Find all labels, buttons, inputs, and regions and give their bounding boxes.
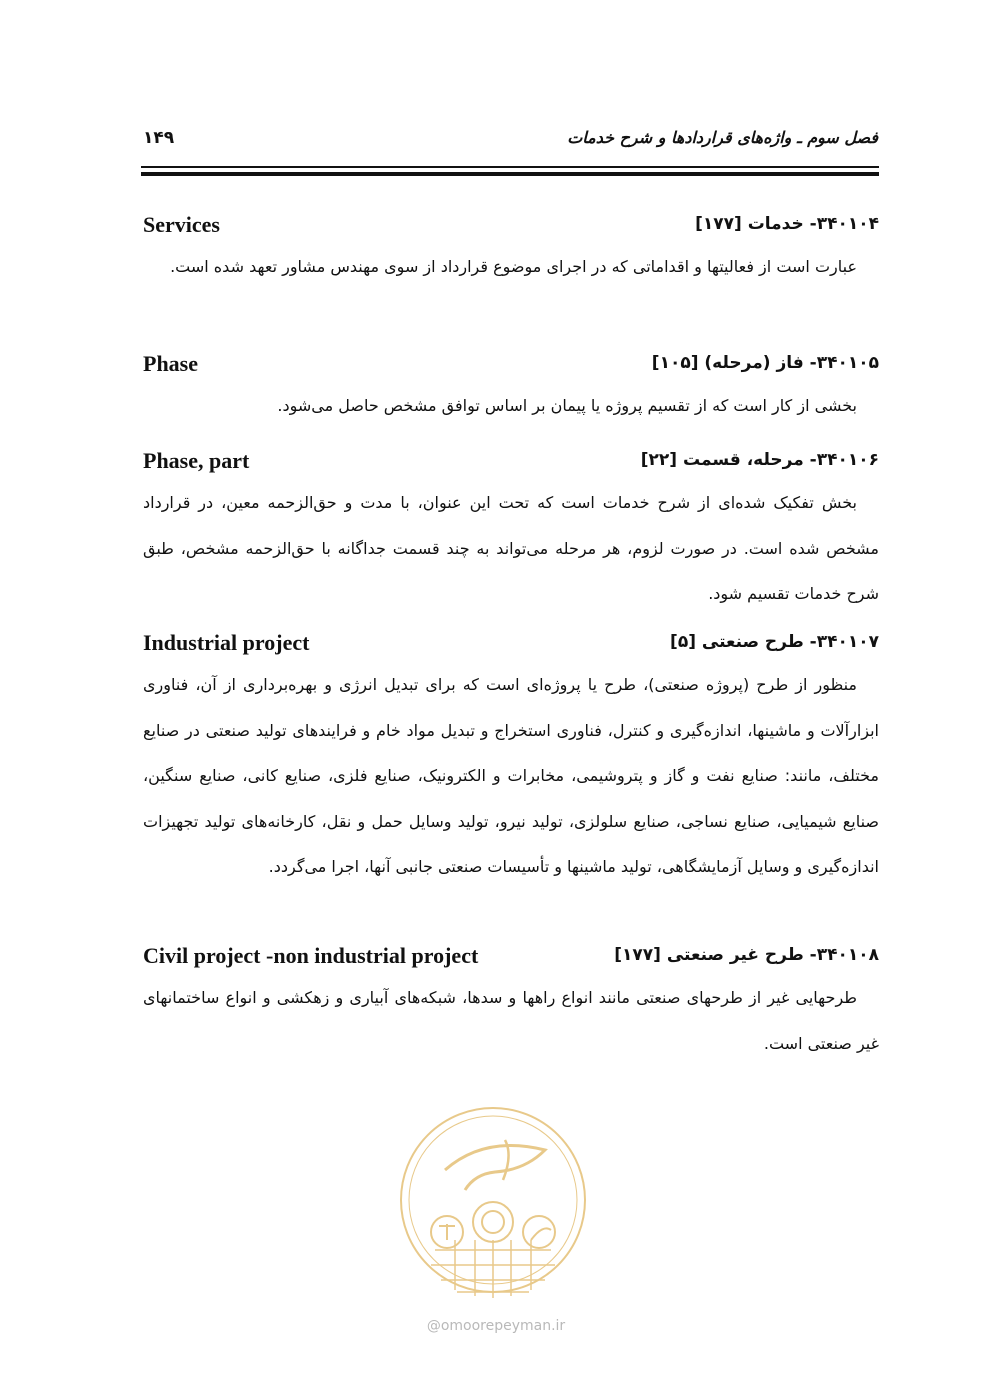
glossary-entry-services	[143, 214, 879, 290]
term-english: Phase	[143, 351, 198, 376]
entry-heading	[143, 353, 879, 383]
entry-heading	[143, 214, 879, 244]
term-english: Services	[143, 212, 220, 237]
glossary-entry-civil-project	[143, 945, 879, 1066]
entry-definition: بخشی از کار است که از تقسیم پروژه یا پیمان بر اساس توافق مشخص حاصل می‌شود.	[277, 396, 857, 415]
entry-definition: طرحهایی غیر از طرحهای صنعتی مانند انواع راهها و سدها، شبکه‌های آبیاری و زهکشی و انواع ساختمانهای غیر صنعتی است.	[143, 988, 879, 1053]
glossary-entry-phase	[143, 353, 879, 429]
watermark-logo	[395, 1100, 591, 1325]
term-english: Industrial project	[143, 630, 310, 655]
page-number: ۱۴۹	[143, 128, 175, 148]
glossary-entry-industrial-project	[143, 632, 879, 890]
entry-definition: بخش تفکیک شده‌ای از شرح خدمات است که تحت این عنوان، با مدت و حق‌الزحمه معین، در قرارداد مشخص شده است. در صورت لزوم، هر مرحله می‌تواند به چند قسمت جداگانه با حق‌الزحمه مشخص، طبق شرح خدمات تقسیم شود.	[143, 493, 879, 604]
entry-heading	[143, 632, 879, 662]
page-header	[143, 128, 878, 158]
entry-definition: منظور از طرح (پروژه صنعتی)، طرح یا پروژه‌ای است که برای تبدیل انرژی و بهره‌برداری از آن، فناوری ابزارآلات و ماشینها، اندازه‌گیری و کنترل، فناوری استخراج و تبدیل مواد خام و فرایندهای تولید صنعتی در صنایع مختلف، مانند: صنایع نفت و گاز و پتروشیمی، مخابرات و الکترونیک، صنایع فلزی، صنایع کانی، صنایع سنگین، صنایع شیمیایی، صنایع نساجی، صنایع سلولزی، تولید نیرو، تولید وسایل حمل و نقل، کارخانه‌های تولید تجهیزات اندازه‌گیری و وسایل آزمایشگاهی، تولید ماشینها و تأسیسات صنعتی جانبی آنها، اجرا می‌گردد.	[143, 675, 879, 877]
running-title: فصل سوم ـ واژه‌های قراردادها و شرح خدمات	[567, 128, 878, 147]
term-persian: ۳۴۰۱۰۴- خدمات [۱۷۷]	[695, 214, 879, 234]
glossary-entry-phase-part	[143, 450, 879, 617]
term-persian: ۳۴۰۱۰۸- طرح غیر صنعتی [۱۷۷]	[614, 945, 879, 965]
term-english: Phase, part	[143, 448, 250, 473]
term-english: Civil project -non industrial project	[143, 943, 479, 968]
term-persian: ۳۴۰۱۰۵- فاز (مرحله) [۱۰۵]	[651, 353, 879, 373]
term-persian: ۳۴۰۱۰۶- مرحله، قسمت [۲۲]	[640, 450, 879, 470]
header-rule-thin	[141, 166, 879, 168]
watermark-url: @omoorepeyman.ir	[426, 1318, 566, 1334]
entry-heading	[143, 450, 879, 480]
term-persian: ۳۴۰۱۰۷- طرح صنعتی [۵]	[670, 632, 879, 652]
entry-definition: عبارت است از فعالیتها و اقداماتی که در اجرای موضوع قرارداد از سوی مهندس مشاور تعهد شده است.	[170, 257, 857, 276]
entry-heading	[143, 945, 879, 975]
header-rule-thick	[141, 172, 879, 176]
